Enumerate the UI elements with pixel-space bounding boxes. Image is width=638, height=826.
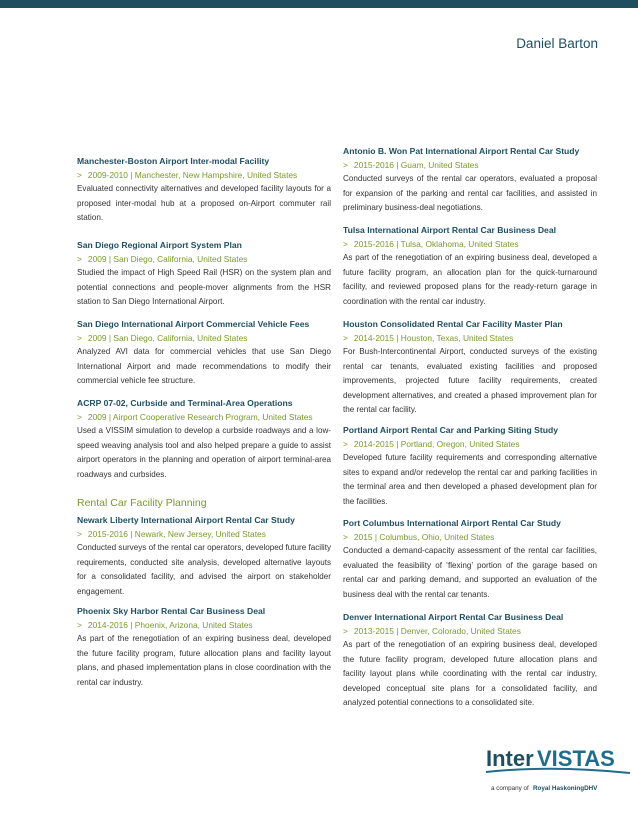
project-description: For Bush-Intercontinental Airport, conducted surveys of the existing rental car tenants, evaluated existing facilities and proposed improvements, projected future facility requirements, created development alternatives, and created a phased improvement plan for the rental car facility. — [343, 347, 597, 415]
project-description: Conducted surveys of the rental car operators, developed future facility requirements, conducted site analysis, developed alternative layouts for a consolidated facility, and advised the airport on stakeholder engagement. — [77, 543, 331, 596]
project-meta — [77, 411, 331, 423]
chevron-right-icon: > — [343, 439, 348, 449]
project-meta-text: 2009-2010 | Manchester, New Hampshire, United States — [87, 170, 298, 180]
project-meta-text: 2015-2016 | Newark, New Jersey, United States — [87, 529, 266, 539]
project-description: As part of the renegotiation of an expiring business deal, developed a future facility program, an allocation plan for the quick-turnaround facility, and reviewed proposed plans for the ready-return garage in coordination with the rental car industry. — [343, 253, 597, 306]
intervistas-logo — [482, 737, 632, 797]
project-description: As part of the renegotiation of an expiring business deal, developed the future facility program, future allocation plans and facility layout plans, and phased implementation plans in close coordination with the rental car industry. — [77, 634, 331, 687]
project-description: Evaluated connectivity alternatives and developed facility layouts for a proposed inter-modal hub at a proposed on-Airport commuter rail station. — [77, 184, 331, 223]
project-entry — [77, 156, 331, 226]
project-title: Houston Consolidated Rental Car Facility Master Plan — [343, 319, 563, 329]
chevron-right-icon: > — [343, 626, 348, 636]
project-meta-text: 2014-2015 | Portland, Oregon, United States — [353, 439, 520, 449]
project-entry — [77, 398, 331, 482]
project-description: Conducted surveys of the rental car operators, evaluated a proposal for expansion of the parking and rental car facilities, and assisted in preliminary business-deal negotiations. — [343, 174, 597, 213]
project-entry — [77, 606, 331, 690]
project-entry — [77, 240, 331, 310]
project-title: Portland Airport Rental Car and Parking Siting Study — [343, 425, 559, 435]
project-entry — [343, 146, 597, 216]
project-meta — [343, 625, 597, 637]
project-title: ACRP 07-02, Curbside and Terminal-Area Operations — [77, 398, 293, 408]
project-meta — [77, 169, 331, 181]
project-title: Manchester-Boston Airport Inter-modal Facility — [77, 156, 270, 166]
project-meta-text: 2015-2016 | Tulsa, Oklahoma, United States — [353, 239, 519, 249]
author-name: Daniel Barton — [516, 36, 598, 51]
chevron-right-icon: > — [343, 160, 348, 170]
logo-tagline-company: Royal HaskoningDHV — [533, 785, 598, 792]
top-accent-bar — [0, 0, 638, 8]
project-meta — [343, 238, 597, 250]
project-meta-text: 2015 | Columbus, Ohio, United States — [353, 532, 495, 542]
chevron-right-icon: > — [77, 412, 82, 422]
project-entry — [77, 515, 331, 599]
project-entry — [343, 225, 597, 309]
project-entry — [343, 425, 597, 509]
project-meta-text: 2009 | San Diego, California, United States — [87, 333, 248, 343]
project-description: As part of the renegotiation of an expiring business deal, developed the future facility program, developed future allocation plans and facility layout plans while coordinating with the rental car industry, developed conceptual site plans for a consolidated facility, and analyzed potential connections to a consolidated site. — [343, 640, 597, 708]
project-meta-text: 2013-2015 | Denver, Colorado, United States — [353, 626, 521, 636]
chevron-right-icon: > — [77, 529, 82, 539]
project-description: Developed future facility requirements and corresponding alternative sites to expand and/or redevelop the rental car and parking facilities in the terminal area and then developed a phased development plan for the facilities. — [343, 453, 597, 506]
project-meta — [77, 253, 331, 265]
intervistas-logo-graphic — [482, 737, 632, 797]
project-meta — [77, 528, 331, 540]
project-description: Analyzed AVI data for commercial vehicles that use San Diego International Airport and made recommendations to modify their commercial vehicle fee structure. — [77, 347, 331, 386]
project-meta — [77, 619, 331, 631]
project-entry — [77, 319, 331, 389]
chevron-right-icon: > — [343, 333, 348, 343]
project-entry — [343, 612, 597, 711]
project-meta — [77, 332, 331, 344]
project-description: Studied the impact of High Speed Rail (HSR) on the system plan and potential connections and people-mover alignments from the HSR station to San Diego International Airport. — [77, 268, 331, 307]
project-meta-text: 2014-2015 | Houston, Texas, United States — [353, 333, 514, 343]
project-meta-text: 2015-2016 | Guam, United States — [353, 160, 479, 170]
logo-tagline-prefix: a company of — [491, 785, 529, 792]
logo-text-inter: Inter — [486, 746, 534, 771]
project-meta — [343, 332, 597, 344]
project-title: San Diego Regional Airport System Plan — [77, 240, 242, 250]
project-meta — [343, 438, 597, 450]
chevron-right-icon: > — [77, 333, 82, 343]
project-meta — [343, 531, 597, 543]
project-title: Antonio B. Won Pat International Airport Rental Car Study — [343, 146, 580, 156]
project-description: Conducted a demand-capacity assessment of the rental car facilities, evaluated the feasibility of ‘flexing’ portion of the garage based on rental car and parking demand, and supported an evaluation of the business deal with the rental car tenants. — [343, 546, 597, 599]
project-meta-text: 2014-2016 | Phoenix, Arizona, United States — [87, 620, 253, 630]
project-title: San Diego International Airport Commercial Vehicle Fees — [77, 319, 310, 329]
project-title: Phoenix Sky Harbor Rental Car Business Deal — [77, 606, 266, 616]
project-title: Tulsa International Airport Rental Car Business Deal — [343, 225, 556, 235]
project-title: Newark Liberty International Airport Rental Car Study — [77, 515, 295, 525]
project-title: Denver International Airport Rental Car Business Deal — [343, 612, 564, 622]
project-meta-text: 2009 | Airport Cooperative Research Program, United States — [87, 412, 313, 422]
chevron-right-icon: > — [77, 254, 82, 264]
chevron-right-icon: > — [77, 620, 82, 630]
project-meta-text: 2009 | San Diego, California, United States — [87, 254, 248, 264]
project-meta — [343, 159, 597, 171]
project-entry — [343, 518, 597, 602]
chevron-right-icon: > — [343, 532, 348, 542]
project-description: Used a VISSIM simulation to develop a curbside roadways and a low-speed weaving analysis tool and also helped prepare a guide to assist airport operators in the planning and operation of airport terminal-area roadways and curbsides. — [77, 426, 331, 479]
logo-text-vistas: VISTAS — [537, 746, 615, 771]
section-heading: Rental Car Facility Planning — [77, 497, 207, 509]
chevron-right-icon: > — [77, 170, 82, 180]
chevron-right-icon: > — [343, 239, 348, 249]
project-entry — [343, 319, 597, 418]
project-title: Port Columbus International Airport Rental Car Study — [343, 518, 561, 528]
